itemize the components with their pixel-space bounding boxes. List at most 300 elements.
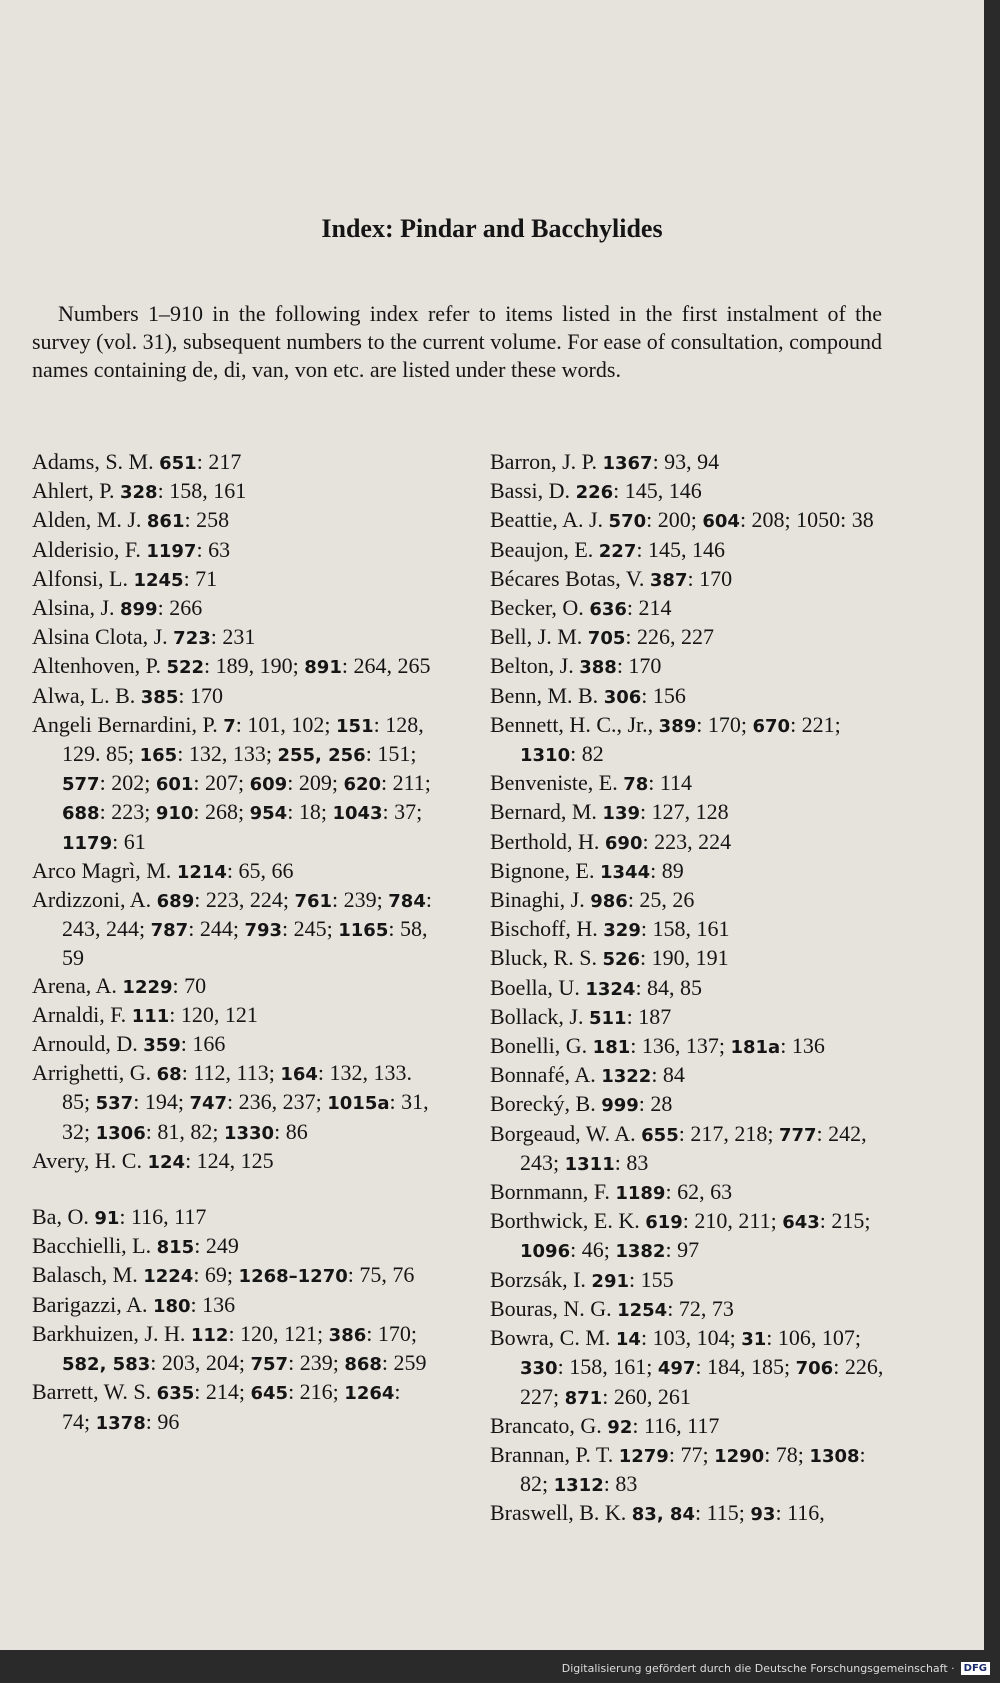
index-entry [490, 711, 890, 769]
index-entry [490, 565, 890, 594]
entry-name: Bowra, C. M. [490, 1325, 616, 1351]
item-number: 868 [344, 1354, 382, 1376]
page-refs: : 239; [332, 887, 389, 913]
item-number: 1306 [95, 1122, 146, 1144]
page-refs: : 97 [665, 1237, 700, 1263]
index-entry [490, 1090, 890, 1119]
entry-name: Angeli Bernardini, P. [32, 711, 224, 737]
page-refs: : 116, 117 [119, 1204, 207, 1230]
index-entry [32, 1261, 432, 1290]
item-number: 14 [615, 1329, 641, 1351]
page-refs: : 190, 191 [640, 945, 729, 971]
item-number: 389 [658, 715, 697, 737]
index-entry [490, 857, 890, 886]
item-number: 601 [155, 774, 194, 796]
index-entry [32, 448, 432, 477]
index-entry [490, 769, 890, 798]
index-entry [32, 1232, 432, 1261]
entry-name: Barigazzi, A. [32, 1291, 153, 1317]
page-refs: : 170 [687, 565, 733, 591]
entry-name: Borthwick, E. K. [490, 1208, 646, 1234]
index-entry [490, 974, 890, 1003]
page-refs: : 207; [193, 770, 250, 796]
page-refs: : 217, 218; [678, 1120, 779, 1146]
item-number: 387 [649, 569, 688, 591]
item-number: 1378 [95, 1412, 146, 1434]
item-number: 690 [604, 832, 643, 854]
page-refs: : 65, 66 [226, 857, 294, 883]
page-refs: : 132, 133. 85; [62, 1060, 413, 1115]
index-entry [490, 594, 890, 623]
page-refs: : 112, 113; [181, 1060, 281, 1086]
item-number: 604 [702, 511, 740, 533]
item-number: 93 [750, 1504, 776, 1526]
item-number: 784 [388, 891, 426, 913]
item-number: 643 [782, 1212, 820, 1234]
index-entry [32, 477, 432, 506]
item-number: 78 [623, 774, 649, 796]
page-refs: : 184, 185; [695, 1354, 796, 1380]
item-number: 815 [156, 1237, 195, 1259]
item-number: 1279 [618, 1445, 669, 1467]
entry-name: Bignone, E. [490, 857, 600, 883]
item-number: 255, 256 [277, 745, 366, 767]
page-refs: : 242, 243; [520, 1120, 867, 1175]
index-entry [32, 711, 432, 857]
item-number: 910 [155, 803, 194, 825]
entry-name: Alsina, J. [32, 595, 120, 621]
item-number: 861 [146, 511, 185, 533]
page-refs: : 114 [648, 770, 693, 796]
entry-name: Bollack, J. [490, 1003, 589, 1029]
page-refs: : 215; [819, 1208, 871, 1234]
item-number: 386 [328, 1324, 367, 1346]
index-entry [490, 682, 890, 711]
page-refs: : 84 [651, 1062, 685, 1088]
index-entry [32, 1059, 432, 1147]
page-refs: : 223, 224 [642, 828, 732, 854]
page-refs: : 103, 104; [640, 1325, 742, 1351]
item-number: 1254 [617, 1299, 668, 1321]
index-entry [32, 506, 432, 535]
page-refs: : 216; [288, 1379, 345, 1405]
entry-name: Braswell, B. K. [490, 1500, 632, 1526]
page-refs: : 61 [112, 828, 146, 854]
page-refs: : 93, 94 [652, 449, 720, 474]
item-number: 537 [95, 1093, 134, 1115]
page-refs: : 249 [194, 1233, 239, 1259]
page-refs: : 86 [274, 1118, 308, 1144]
footer-text: Digitalisierung gefördert durch die Deutsche Forschungsgemeinschaft · [561, 1662, 955, 1675]
item-number: 620 [343, 774, 382, 796]
item-number: 1382 [615, 1241, 666, 1263]
item-number: 670 [752, 715, 791, 737]
item-number: 645 [250, 1383, 289, 1405]
page-refs: : 83 [603, 1471, 638, 1497]
page-refs: : 210, 211; [682, 1208, 783, 1234]
item-number: 636 [589, 599, 627, 621]
page-refs: : 259 [381, 1350, 427, 1376]
item-number: 777 [778, 1124, 817, 1146]
entry-name: Bonelli, G. [490, 1033, 593, 1059]
item-number: 891 [304, 657, 342, 679]
entry-name: Becker, O. [490, 595, 590, 621]
entry-name: Bennett, H. C., Jr., [490, 711, 659, 737]
item-number: 1165 [338, 920, 389, 942]
page-refs: : 82; [520, 1441, 866, 1497]
page-refs: : 72, 73 [667, 1295, 734, 1321]
index-entry [490, 652, 890, 681]
index-entry [490, 1032, 890, 1061]
item-number: 291 [591, 1270, 629, 1292]
page-refs: : 75, 76 [347, 1262, 415, 1288]
item-number: 986 [590, 891, 628, 913]
item-number: 328 [120, 482, 158, 504]
item-number: 651 [159, 453, 197, 474]
page-refs: : 221; [790, 711, 841, 737]
item-number: 511 [589, 1007, 627, 1029]
page-refs: : 202; [99, 770, 156, 796]
page-refs: : 209; [287, 770, 344, 796]
item-number: 1043 [332, 803, 383, 825]
item-number: 91 [94, 1208, 120, 1230]
index-entry [32, 1291, 432, 1320]
entry-name: Benn, M. B. [490, 682, 604, 708]
page-refs: : 74; [62, 1379, 401, 1434]
item-number: 7 [223, 715, 236, 737]
page-refs: : 155 [629, 1266, 674, 1292]
page-refs: : 217 [196, 449, 242, 474]
item-number: 526 [602, 949, 641, 971]
index-entry [32, 623, 432, 652]
item-number: 723 [173, 628, 211, 650]
page-refs: : 106, 107; [766, 1325, 861, 1351]
page-refs: : 223; [99, 799, 156, 825]
index-entry [490, 1120, 890, 1178]
page-refs: : 115; [694, 1500, 751, 1526]
page-refs: : 187 [626, 1003, 672, 1029]
entry-name: Ahlert, P. [32, 478, 120, 504]
index-entry [490, 1324, 890, 1412]
item-number: 1096 [520, 1241, 571, 1263]
page-refs: : 264, 265 [341, 653, 431, 679]
page-refs: : 226, 227; [520, 1354, 884, 1409]
entry-name: Bischoff, H. [490, 916, 604, 942]
page-refs: : 127, 128 [640, 799, 729, 825]
entry-name: Arnould, D. [32, 1031, 144, 1057]
item-number: 1330 [223, 1122, 275, 1144]
entry-name: Beaujon, E. [490, 536, 599, 562]
page-refs: : 18; [287, 799, 333, 825]
entry-name: Bornmann, F. [490, 1179, 616, 1205]
index-column-right [490, 448, 890, 1529]
page-refs: : 170 [616, 653, 662, 679]
item-number: 761 [294, 891, 333, 913]
entry-name: Balasch, M. [32, 1262, 144, 1288]
dfg-logo: DFG [961, 1662, 990, 1675]
page-refs: : 46; [570, 1237, 616, 1263]
page-title: Index: Pindar and Bacchylides [321, 214, 663, 243]
page-refs: : 116, [775, 1500, 825, 1526]
entry-name: Alwa, L. B. [32, 682, 141, 708]
intro-paragraph: Numbers 1–910 in the following index refer to items listed in the first instalment of the survey (vol. 31), subsequent numbers to the current volume. For ease of consultation, compound names containing de, di, van, von etc. are listed under these words. [32, 301, 882, 382]
item-number: 124 [147, 1151, 186, 1173]
entry-name: Bonnafé, A. [490, 1062, 602, 1088]
item-number: 1290 [714, 1445, 765, 1467]
page-refs: : 89 [650, 857, 684, 883]
item-number: 1308 [809, 1445, 860, 1467]
page-refs: : 136 [780, 1033, 825, 1059]
entry-name: Adams, S. M. [32, 449, 160, 474]
entry-name: Berthold, H. [490, 828, 605, 854]
item-number: 705 [587, 628, 626, 650]
page-refs: : 170; [696, 711, 753, 737]
page-refs: : 239; [288, 1350, 345, 1376]
item-number: 1264 [344, 1383, 395, 1405]
page-refs: : 214 [626, 595, 672, 621]
page-refs: : 28 [638, 1091, 673, 1117]
index-entry [32, 1378, 432, 1436]
item-number: 999 [601, 1095, 639, 1117]
item-number: 31 [741, 1329, 767, 1351]
entry-name: Bécares Botas, V. [490, 565, 650, 591]
page-refs: : 194; [133, 1089, 190, 1115]
item-number: 330 [520, 1358, 558, 1380]
item-number: 522 [166, 657, 205, 679]
entry-name: Bouras, N. G. [490, 1295, 618, 1321]
index-entry [490, 828, 890, 857]
page-refs: : 245; [282, 916, 339, 942]
page-refs: : 70 [172, 972, 207, 998]
item-number: 68 [156, 1064, 182, 1086]
index-entry [32, 1320, 432, 1378]
page-refs: : 145, 146 [613, 478, 702, 504]
index-entry [32, 1203, 432, 1232]
entry-name: Barkhuizen, J. H. [32, 1320, 191, 1346]
page-refs: : 132, 133; [177, 741, 278, 767]
item-number: 83, 84 [631, 1504, 695, 1526]
page-refs: : 37; [382, 799, 423, 825]
page-refs: : 120, 121 [169, 1001, 258, 1027]
index-entry [490, 1499, 890, 1528]
page-refs: : 266 [157, 595, 203, 621]
entry-name: Bacchielli, L. [32, 1233, 157, 1259]
page-refs: : 158, 161 [157, 478, 247, 504]
page-refs: : 81, 82; [145, 1118, 224, 1144]
page-refs: : 214; [194, 1379, 251, 1405]
index-entry [32, 857, 432, 886]
item-number: 1179 [62, 832, 113, 854]
index-entry [490, 1178, 890, 1207]
page-refs: : 116, 117 [632, 1412, 720, 1438]
item-number: 747 [189, 1093, 228, 1115]
index-entry [490, 1295, 890, 1324]
item-number: 871 [564, 1387, 603, 1409]
entry-name: Brannan, P. T. [490, 1441, 619, 1467]
entry-name: Binaghi, J. [490, 887, 591, 913]
item-number: 655 [641, 1124, 679, 1146]
item-number: 92 [607, 1416, 633, 1438]
page-refs: : 31, 32; [62, 1089, 429, 1144]
page-refs: : 58, 59 [62, 916, 428, 971]
page-refs: : 236, 237; [227, 1089, 328, 1115]
item-number: 570 [608, 511, 647, 533]
entry-name: Bassi, D. [490, 478, 576, 504]
index-entry [490, 1441, 890, 1499]
item-number: 1214 [176, 861, 227, 883]
index-entry [490, 1412, 890, 1441]
entry-name: Ardizzoni, A. [32, 887, 157, 913]
page-refs: : 226, 227 [625, 624, 714, 650]
entry-name: Barron, J. P. [490, 449, 603, 474]
index-entry [490, 623, 890, 652]
page-refs: : 189, 190; [204, 653, 305, 679]
index-entry [490, 1061, 890, 1090]
item-number: 577 [62, 774, 100, 796]
item-number: 112 [190, 1324, 229, 1346]
item-number: 329 [603, 920, 641, 942]
page-refs: : 260, 261 [602, 1383, 691, 1409]
entry-name: Borgeaud, W. A. [490, 1120, 642, 1146]
item-number: 757 [250, 1354, 289, 1376]
index-entry [490, 1003, 890, 1032]
entry-name: Ba, O. [32, 1204, 95, 1230]
page-refs: : 158, 161 [640, 916, 730, 942]
item-number: 1324 [585, 978, 636, 1000]
item-number: 497 [657, 1358, 696, 1380]
page-refs: : 268; [193, 799, 250, 825]
item-number: 164 [280, 1064, 318, 1086]
index-entry [32, 565, 432, 594]
index-entry [32, 886, 432, 972]
entry-name: Boella, U. [490, 974, 586, 1000]
page-refs: : 128, 129. 85; [62, 711, 424, 767]
index-entry [32, 1001, 432, 1030]
entry-name: Arnaldi, F. [32, 1001, 132, 1027]
item-number: 385 [140, 686, 179, 708]
page-refs: : 84, 85 [635, 974, 703, 1000]
item-number: 359 [143, 1035, 181, 1057]
index-entry [32, 1030, 432, 1059]
item-number: 181 [592, 1037, 631, 1059]
entry-name: Brancato, G. [490, 1412, 608, 1438]
entry-name: Alden, M. J. [32, 507, 147, 533]
page-refs: : 62, 63 [665, 1179, 733, 1205]
item-number: 139 [602, 803, 640, 825]
page-refs: : 166 [180, 1031, 226, 1057]
index-entry [490, 506, 890, 535]
page-refs: : 158, 161; [557, 1354, 658, 1380]
index-column-left [32, 448, 432, 1437]
page-refs: : 136 [190, 1291, 236, 1317]
page-refs: : 78; [764, 1441, 810, 1467]
item-number: 689 [156, 891, 195, 913]
index-entry [490, 944, 890, 973]
page-refs: : 170 [178, 682, 223, 708]
index-entry [490, 1207, 890, 1265]
item-number: 1322 [601, 1066, 652, 1088]
index-entry [490, 1266, 890, 1295]
index-entry [32, 1147, 432, 1176]
item-number: 1229 [122, 976, 173, 998]
item-number: 1245 [133, 569, 184, 591]
page-refs: : 82 [570, 741, 604, 767]
index-entry [32, 536, 432, 565]
index-entry [490, 915, 890, 944]
page-refs: : 63 [196, 536, 231, 562]
page-refs: : 25, 26 [627, 887, 695, 913]
item-number: 635 [156, 1383, 195, 1405]
index-entry [32, 972, 432, 1001]
item-number: 226 [575, 482, 614, 504]
entry-name: Bernard, M. [490, 799, 603, 825]
item-number: 111 [131, 1005, 170, 1027]
page-refs: : 223, 224; [194, 887, 295, 913]
entry-name: Borzsák, I. [490, 1266, 592, 1292]
page-refs: : 71 [183, 565, 218, 591]
item-number: 151 [336, 715, 374, 737]
index-entry [490, 536, 890, 565]
page-refs: : 136, 137; [630, 1033, 731, 1059]
item-number: 1312 [553, 1475, 604, 1497]
entry-name: Alderisio, F. [32, 536, 147, 562]
index-entry [32, 594, 432, 623]
page-refs: : 203, 204; [150, 1350, 251, 1376]
entry-name: Barrett, W. S. [32, 1379, 157, 1405]
page-refs: : 145, 146 [636, 536, 725, 562]
item-number: 388 [579, 657, 617, 679]
entry-name: Bell, J. M. [490, 624, 588, 650]
item-number: 899 [120, 599, 158, 621]
index-entry [490, 798, 890, 827]
item-number: 306 [603, 686, 642, 708]
entry-name: Bluck, R. S. [490, 945, 603, 971]
index-entry [32, 652, 432, 681]
entry-name: Arco Magrì, M. [32, 857, 177, 883]
entry-name: Arrighetti, G. [32, 1060, 157, 1086]
entry-name: Belton, J. [490, 653, 580, 679]
item-number: 1189 [615, 1183, 666, 1205]
item-number: 180 [152, 1295, 191, 1317]
page-refs: : 200; [646, 507, 703, 533]
page-refs: : 208; 1050: 38 [739, 507, 874, 533]
item-number: 1311 [564, 1153, 615, 1175]
index-entry [32, 682, 432, 711]
item-number: 227 [598, 540, 637, 562]
item-number: 1197 [146, 540, 197, 562]
page-refs: : 231 [210, 624, 256, 650]
entry-name: Arena, A. [32, 972, 123, 998]
entry-name: Benveniste, E. [490, 770, 624, 796]
page-refs: : 244; [188, 916, 245, 942]
entry-name: Beattie, A. J. [490, 507, 609, 533]
page-refs: : 243, 244; [62, 887, 432, 942]
index-entry [490, 477, 890, 506]
item-number: 954 [249, 803, 288, 825]
item-number: 609 [249, 774, 288, 796]
index-entry [490, 886, 890, 915]
entry-name: Alsina Clota, J. [32, 624, 174, 650]
item-number: 165 [139, 745, 178, 767]
entry-name: Avery, H. C. [32, 1147, 148, 1173]
page-refs: : 258 [184, 507, 230, 533]
item-number: 181a [730, 1037, 781, 1059]
item-number: 619 [645, 1212, 683, 1234]
index-entry [490, 448, 890, 477]
item-number: 1224 [143, 1266, 194, 1288]
page-refs: : 170; [366, 1320, 417, 1346]
page-refs: : 101, 102; [235, 711, 337, 737]
